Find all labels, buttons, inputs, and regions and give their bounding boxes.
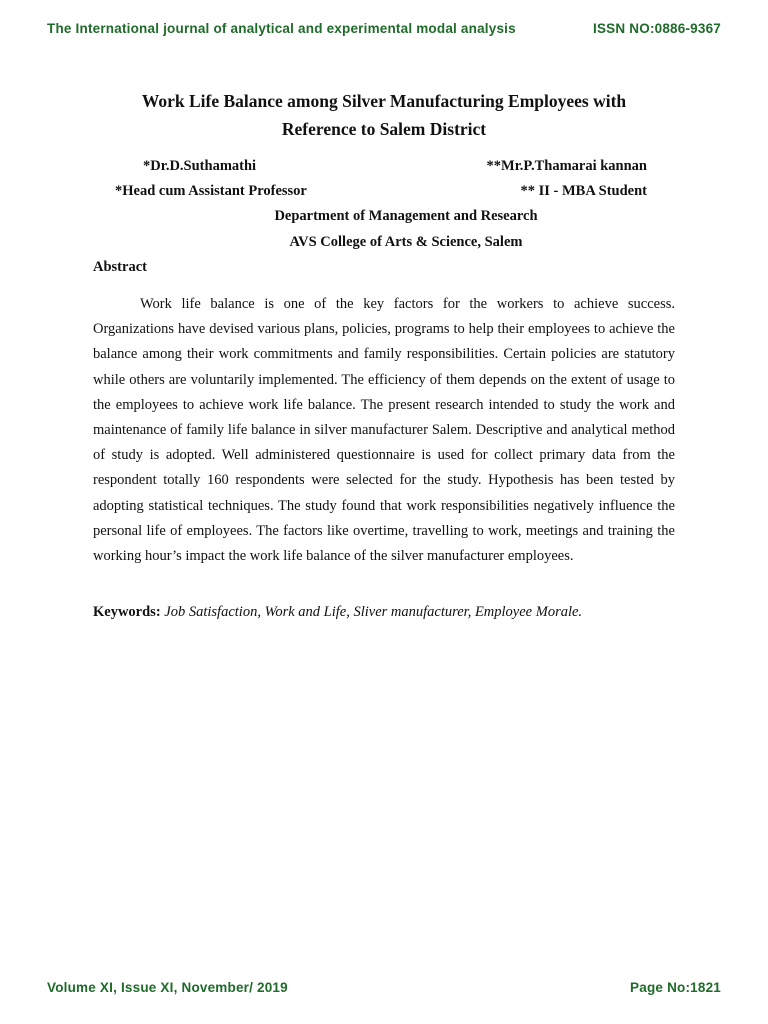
keywords-label: Keywords:	[93, 604, 165, 620]
title-line-2: Reference to Salem District	[281, 119, 487, 139]
running-footer	[47, 980, 721, 995]
department: Department of Management and Research	[274, 208, 538, 224]
title-line-1: Work Life Balance among Silver Manufacturing Employees with	[141, 91, 627, 111]
abstract-text: Work life balance is one of the key factors for the workers to achieve success. Organizations have devised various plans, policies, programs to help their employees to achieve the balance among their work commitments and family responsibilities. Certain policies are statutory while others are voluntarily implemented. The efficiency of them depends on the extent of usage to the employees to achieve work life balance. The present research intended to study the work and maintenance of family life balance in silver manufacturer Salem. Descriptive and analytical method of study is adopted. Well administered questionnaire is used for collect primary data from the respondent totally 160 respondents were selected for the study. Hypothesis has been tested by adopting statistical techniques. The study found that work responsibilities negatively influence the personal life of employees. The factors like overtime, travelling to work, meetings and training the working hour’s impact the work life balance of the silver manufacturer employees.	[93, 296, 675, 565]
paper-title	[60, 87, 708, 143]
author-1-role: *Head cum Assistant Professor	[115, 183, 307, 199]
keywords	[93, 604, 693, 621]
author-1-name: *Dr.D.Suthamathi	[143, 158, 257, 174]
page-number: Page No:1821	[630, 980, 721, 995]
college: AVS College of Arts & Science, Salem	[289, 234, 523, 250]
journal-name: The International journal of analytical and experimental modal analysis	[47, 21, 516, 36]
volume-issue: Volume XI, Issue XI, November/ 2019	[47, 980, 288, 995]
author-roles-row	[95, 183, 647, 200]
keywords-list: Job Satisfaction, Work and Life, Sliver manufacturer, Employee Morale.	[164, 604, 583, 620]
abstract-heading: Abstract	[93, 259, 147, 275]
author-2-role: ** II - MBA Student	[520, 183, 647, 199]
issn-number: ISSN NO:0886-9367	[593, 21, 721, 36]
author-2-name: **Mr.P.Thamarai kannan	[486, 158, 647, 174]
running-header	[47, 21, 721, 36]
author-names-row	[95, 158, 647, 175]
